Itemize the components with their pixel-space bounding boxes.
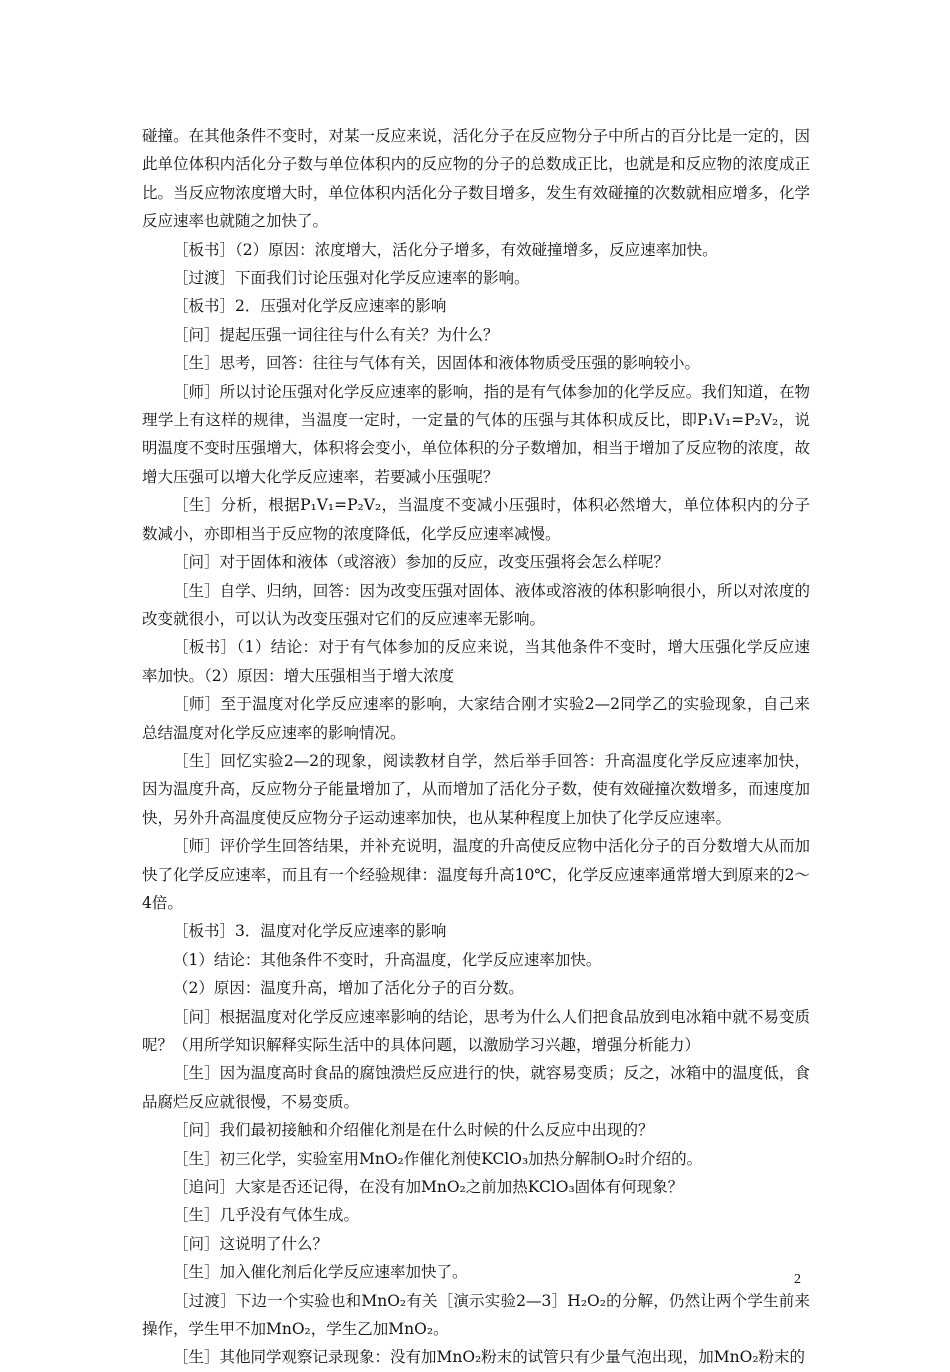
paragraph-22: ［追问］大家是否还记得，在没有加MnO₂之前加热KClO₃固体有何现象？ — [173, 1178, 684, 1197]
paragraph-21: ［生］初三化学，实验室用MnO₂作催化剂使KClO₃加热分解制O₂时介绍的。 — [173, 1149, 703, 1168]
paragraph-20: ［问］我们最初接触和介绍催化剂是在什么时候的什么反应中出现的？ — [173, 1121, 654, 1140]
paragraph-10: ［生］自学、归纳，回答：因为改变压强对固体、液体或溶液的体积影响很小，所以对浓度的改变就很小，可以认为改变压强对它们的反应速率无影响。 — [142, 581, 810, 628]
paragraph-26: ［过渡］下边一个实验也和MnO₂有关［演示实验2—3］H₂O₂的分解，仍然让两个学生前来操作，学生甲不加MnO₂，学生乙加MnO₂。 — [142, 1291, 810, 1339]
paragraph-9: ［问］对于固体和液体（或溶液）参加的反应，改变压强将会怎么样呢？ — [173, 553, 670, 572]
paragraph-5: ［问］提起压强一词往往与什么有关？为什么？ — [173, 325, 499, 344]
paragraph-1: 碰撞。在其他条件不变时，对某一反应来说，活化分子在反应物分子中所占的百分比是一定的，因此单位体积内活化分子数与单位体积内的反应物的分子的总数成正比，也就是和反应物的浓度成正比。当反应物浓度增大时，单位体积内活化分子数目增多，发生有效碰撞的次数就相应增多，化学反应速率也就随之加快了。 — [142, 127, 810, 231]
paragraph-11: ［板书］（1）结论：对于有气体参加的反应来说，当其他条件不变时，增大压强化学反应速率加快。（2）原因：增大压强相当于增大浓度 — [142, 638, 810, 685]
paragraph-8: ［生］分析，根据P₁V₁=P₂V₂，当温度不变减小压强时，体积必然增大，单位体积内的分子数减小，亦即相当于反应物的浓度降低，化学反应速率减慢。 — [142, 496, 810, 543]
paragraph-27: ［生］其他同学观察记录现象：没有加MnO₂粉末的试管只有少量气泡出现，加MnO₂粉末的 — [173, 1348, 806, 1367]
paragraph-13: ［生］回忆实验2—2的现象，阅读教材自学，然后举手回答：升高温度化学反应速率加快，因为温度升高，反应物分子能量增加了，从而增加了活化分子数，使有效碰撞次数增多，而速度加快，另外升高温度使反应物分子运动速率加快，也从某种程度上加快了化学反应速率。 — [142, 751, 810, 827]
paragraph-18: ［问］根据温度对化学反应速率影响的结论，思考为什么人们把食品放到电冰箱中就不易变质呢？（用所学知识解释实际生活中的具体问题，以激励学习兴趣，增强分析能力） — [142, 1007, 810, 1054]
paragraph-6: ［生］思考，回答：往往与气体有关，因固体和液体物质受压强的影响较小。 — [173, 354, 701, 373]
paragraph-7: ［师］所以讨论压强对化学反应速率的影响，指的是有气体参加的化学反应。我们知道，在物理学上有这样的规律，当温度一定时，一定量的气体的压强与其体积成反比，即P₁V₁=P₂V₂，说明温度不变时压强增大，体积将会变小，单位体积的分子数增加，相当于增加了反应物的浓度，故增大压强可以增大化学反应速率，若要减小压强呢？ — [142, 382, 810, 486]
paragraph-12: ［师］至于温度对化学反应速率的影响，大家结合刚才实验2—2同学乙的实验现象，自己来总结温度对化学反应速率的影响情况。 — [142, 695, 810, 742]
paragraph-17: （2）原因：温度升高，增加了活化分子的百分数。 — [173, 979, 524, 998]
paragraph-25: ［生］加入催化剂后化学反应速率加快了。 — [173, 1263, 468, 1282]
paragraph-2: ［板书］（2）原因：浓度增大，活化分子增多，有效碰撞增多，反应速率加快。 — [173, 240, 718, 259]
paragraph-3: ［过渡］下面我们讨论压强对化学反应速率的影响。 — [173, 269, 530, 288]
paragraph-4: ［板书］2．压强对化学反应速率的影响 — [173, 297, 447, 316]
paragraph-14: ［师］评价学生回答结果，并补充说明，温度的升高使反应物中活化分子的百分数增大从而加快了化学反应速率，而且有一个经验规律：温度每升高10℃，化学反应速率通常增大到原来的2～4倍。 — [142, 837, 810, 912]
paragraph-19: ［生］因为温度高时食品的腐蚀溃烂反应进行的快，就容易变质；反之，冰箱中的温度低，食品腐烂反应就很慢，不易变质。 — [142, 1064, 810, 1111]
paragraph-23: ［生］几乎没有气体生成。 — [173, 1206, 360, 1225]
paragraph-24: ［问］这说明了什么？ — [173, 1234, 329, 1253]
document-body — [142, 122, 810, 1372]
paragraph-16: （1）结论：其他条件不变时，升高温度，化学反应速率加快。 — [173, 950, 602, 969]
paragraph-15: ［板书］3．温度对化学反应速率的影响 — [173, 922, 447, 941]
page-number: 2 — [794, 1272, 801, 1287]
